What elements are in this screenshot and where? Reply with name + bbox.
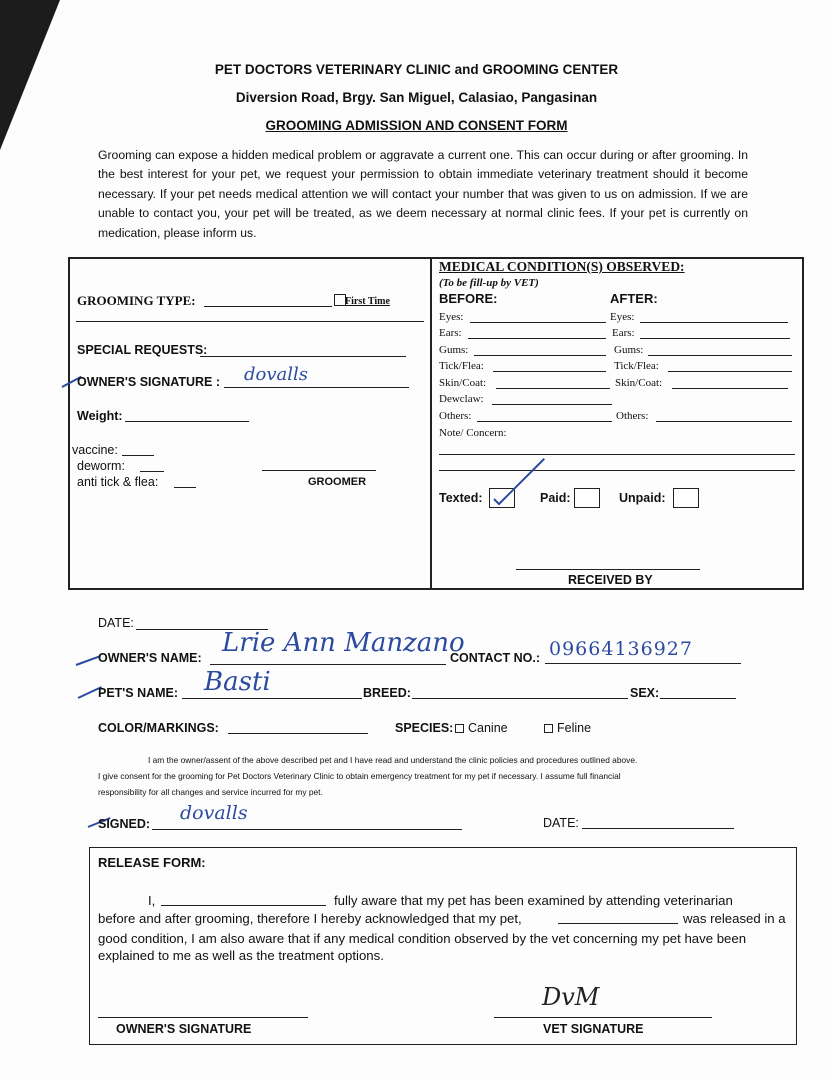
release-line-2-start: before and after grooming, therefore I hereby acknowledged that my pet, bbox=[98, 911, 522, 926]
release-line-2-end: was released in a bbox=[683, 911, 786, 926]
after-tickflea-label: Tick/Flea: bbox=[614, 360, 659, 372]
panel-divider bbox=[430, 257, 432, 590]
owner-signature-label: OWNER'S SIGNATURE : bbox=[77, 375, 221, 389]
after-skin-label: Skin/Coat: bbox=[615, 377, 663, 389]
release-line-1-end: fully aware that my pet has been examined by attending veterinarian bbox=[334, 893, 733, 908]
after-ears-field[interactable] bbox=[640, 338, 790, 339]
release-i: I, bbox=[148, 893, 156, 908]
before-ears-field[interactable] bbox=[468, 338, 606, 339]
color-label: COLOR/MARKINGS: bbox=[98, 721, 219, 735]
after-gums-label: Gums: bbox=[614, 344, 644, 356]
received-by-line[interactable] bbox=[516, 569, 700, 570]
contact-field[interactable] bbox=[545, 663, 741, 664]
after-gums-field[interactable] bbox=[648, 355, 792, 356]
received-by-label: RECEIVED BY bbox=[568, 573, 653, 587]
owner-signature-handwriting: dovalls bbox=[244, 364, 309, 385]
after-skin-field[interactable] bbox=[672, 388, 788, 389]
after-ears-label: Ears: bbox=[612, 327, 635, 339]
sex-field[interactable] bbox=[660, 698, 736, 699]
before-others-field[interactable] bbox=[477, 421, 612, 422]
signed-label: SIGNED: bbox=[98, 817, 151, 831]
paid-checkbox[interactable] bbox=[574, 488, 600, 508]
clinic-name: PET DOCTORS VETERINARY CLINIC and GROOMING CENTER bbox=[214, 62, 619, 77]
release-line-4: explained to me as well as the treatment options. bbox=[98, 948, 384, 963]
before-tickflea-label: Tick/Flea: bbox=[439, 360, 484, 372]
sex-label: SEX: bbox=[630, 686, 660, 700]
grooming-type-label: GROOMING TYPE: bbox=[77, 293, 196, 308]
release-owner-name-field[interactable] bbox=[161, 905, 326, 906]
release-owner-signature-label: OWNER'S SIGNATURE bbox=[116, 1022, 252, 1036]
after-tickflea-field[interactable] bbox=[668, 371, 792, 372]
before-others-label: Others: bbox=[439, 410, 472, 422]
before-tickflea-field[interactable] bbox=[493, 371, 606, 372]
vaccine-field[interactable] bbox=[122, 455, 154, 456]
note-concern-label: Note/ Concern: bbox=[439, 427, 507, 439]
before-gums-label: Gums: bbox=[439, 344, 469, 356]
deworm-label: deworm: bbox=[77, 459, 125, 473]
canine-label: Canine bbox=[468, 721, 508, 735]
weight-field[interactable] bbox=[125, 421, 249, 422]
anti-tick-field[interactable] bbox=[174, 487, 196, 488]
after-eyes-label: Eyes: bbox=[610, 311, 635, 323]
intro-paragraph: Grooming can expose a hidden medical problem or aggravate a current one. This can occur during or after grooming. In the best interest for your pet, we request your permission to obtain immediate veterinary treatment should it become necessary. If your pet needs medical attention we will contact your number that was given to us on admission. If we are unable to contact you, your pet will be treated, as we deem necessary at normal clinic fees. If your pet is currently on medication, please inform us. bbox=[98, 148, 748, 240]
canine-checkbox[interactable] bbox=[455, 724, 464, 733]
pet-name-field[interactable] bbox=[182, 698, 362, 699]
pet-name-handwriting: Basti bbox=[204, 667, 271, 697]
after-others-field[interactable] bbox=[656, 421, 792, 422]
owner-name-label: OWNER'S NAME: bbox=[98, 651, 202, 665]
after-eyes-field[interactable] bbox=[640, 322, 788, 323]
before-dewclaw-label: Dewclaw: bbox=[439, 393, 484, 405]
grooming-type-field[interactable] bbox=[204, 306, 332, 307]
consent-date-field[interactable] bbox=[582, 828, 734, 829]
unpaid-label: Unpaid: bbox=[619, 491, 666, 505]
anti-tick-label: anti tick & flea: bbox=[77, 475, 159, 489]
color-field[interactable] bbox=[228, 733, 368, 734]
unpaid-checkbox[interactable] bbox=[673, 488, 699, 508]
release-owner-signature-line[interactable] bbox=[98, 1017, 308, 1018]
after-heading: AFTER: bbox=[610, 291, 658, 306]
feline-label: Feline bbox=[557, 721, 592, 735]
medical-title: MEDICAL CONDITION(S) OBSERVED: bbox=[439, 259, 685, 274]
consent-line-1: I am the owner/assent of the above described pet and I have read and understand the clinic policies and procedures outlined above. bbox=[148, 755, 638, 765]
contact-label: CONTACT NO.: bbox=[450, 651, 541, 665]
before-eyes-field[interactable] bbox=[470, 322, 606, 323]
owner-name-handwriting: Lrie Ann Manzano bbox=[222, 628, 465, 658]
special-requests-label: SPECIAL REQUESTS: bbox=[77, 343, 208, 357]
note-line-2[interactable] bbox=[439, 470, 795, 471]
release-vet-signature-label: VET SIGNATURE bbox=[543, 1022, 644, 1036]
signed-handwriting: dovalls bbox=[180, 802, 248, 824]
weight-label: Weight: bbox=[77, 409, 123, 423]
owner-signature-field[interactable] bbox=[224, 387, 409, 388]
consent-line-2: I give consent for the grooming for Pet Doctors Veterinary Clinic to obtain emergency treatment for my pet if necessary. I assume full financial bbox=[98, 771, 621, 781]
texted-label: Texted: bbox=[439, 491, 483, 505]
check-mark-owner-name bbox=[76, 655, 101, 666]
feline-checkbox[interactable] bbox=[544, 724, 553, 733]
grooming-type-extra-line[interactable] bbox=[76, 321, 424, 322]
special-requests-field[interactable] bbox=[200, 356, 406, 357]
deworm-field[interactable] bbox=[140, 471, 164, 472]
signed-field[interactable] bbox=[152, 829, 462, 830]
before-gums-field[interactable] bbox=[474, 355, 606, 356]
before-eyes-label: Eyes: bbox=[439, 311, 464, 323]
species-label: SPECIES: bbox=[395, 721, 454, 735]
before-heading: BEFORE: bbox=[439, 291, 498, 306]
date-label: DATE: bbox=[98, 616, 134, 630]
release-title: RELEASE FORM: bbox=[98, 855, 206, 870]
contact-handwriting: 09664136927 bbox=[549, 638, 693, 660]
vaccine-label: vaccine: bbox=[72, 443, 118, 457]
before-dewclaw-field[interactable] bbox=[492, 404, 612, 405]
release-vet-signature-line[interactable] bbox=[494, 1017, 712, 1018]
groomer-signature-line[interactable] bbox=[262, 470, 376, 471]
after-others-label: Others: bbox=[616, 410, 649, 422]
note-line-1[interactable] bbox=[439, 454, 795, 455]
breed-label: BREED: bbox=[363, 686, 411, 700]
clinic-address: Diversion Road, Brgy. San Miguel, Calasiao, Pangasinan bbox=[235, 90, 598, 105]
consent-line-3: responsibility for all changes and service incurred for my pet. bbox=[98, 787, 323, 797]
before-skin-label: Skin/Coat: bbox=[439, 377, 487, 389]
release-line-3: good condition, I am also aware that if any medical condition observed by the vet concerning my pet have been bbox=[98, 931, 747, 946]
first-time-label: First Time bbox=[345, 296, 390, 307]
pet-name-label: PET'S NAME: bbox=[98, 686, 179, 700]
owner-name-field[interactable] bbox=[210, 664, 446, 665]
release-pet-name-field[interactable] bbox=[558, 923, 678, 924]
form-title: GROOMING ADMISSION AND CONSENT FORM bbox=[265, 118, 568, 133]
consent-date-label: DATE: bbox=[543, 816, 579, 830]
medical-subtitle: (To be fill-up by VET) bbox=[439, 277, 539, 289]
breed-field[interactable] bbox=[412, 698, 628, 699]
groomer-label: GROOMER bbox=[308, 476, 367, 488]
vet-signature-handwriting: DvM bbox=[542, 983, 600, 1011]
before-ears-label: Ears: bbox=[439, 327, 462, 339]
paid-label: Paid: bbox=[540, 491, 571, 505]
before-skin-field[interactable] bbox=[496, 388, 610, 389]
